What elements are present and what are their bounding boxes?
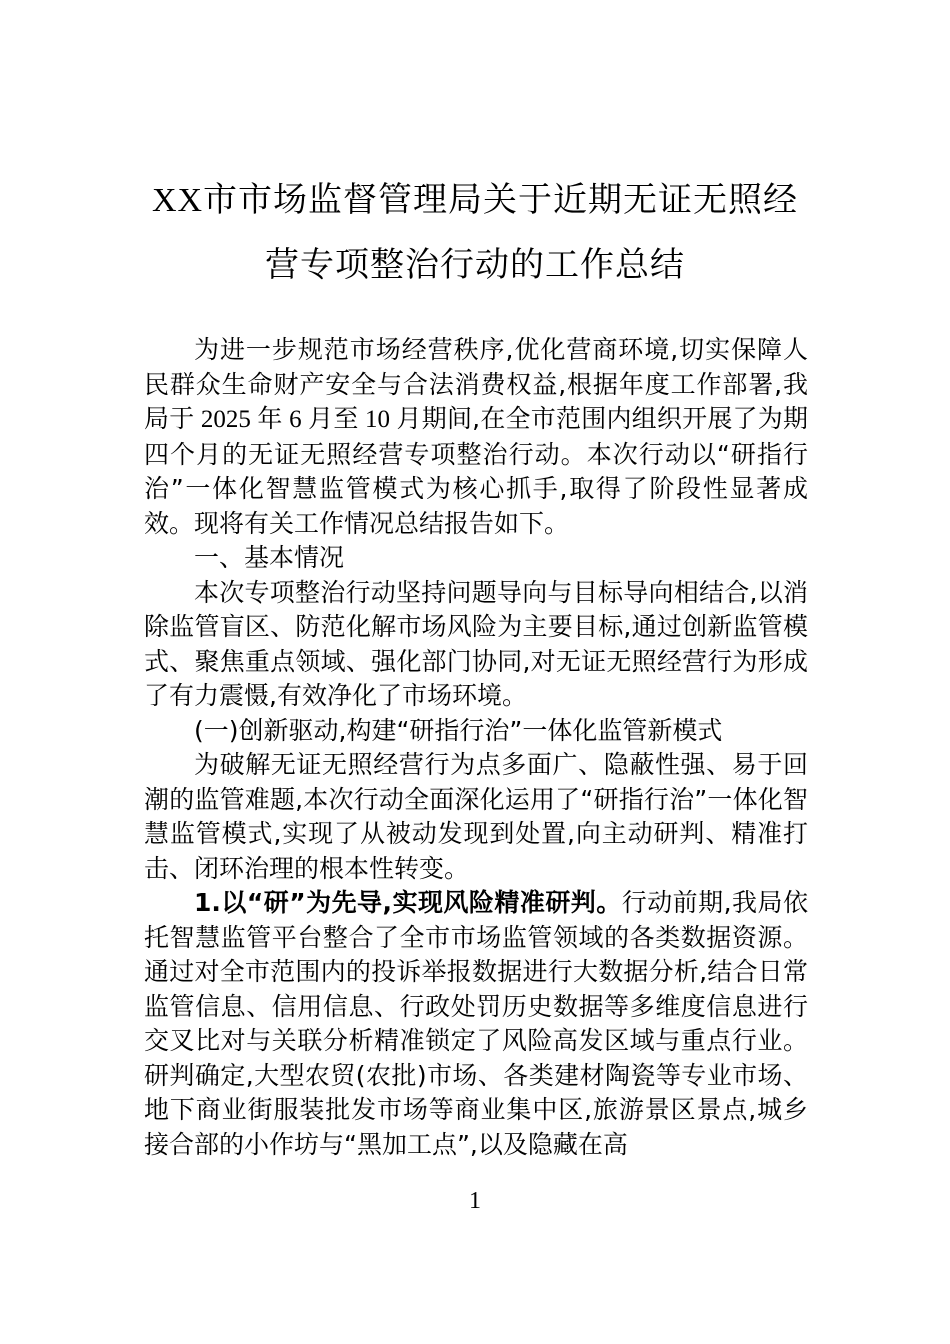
intro-text-a: 为进一步规范市场经营秩序,优化营商环境,切实保障人民群众生命财产安全与合法消费权益,根据年度工作部署,我局于: [144, 335, 808, 433]
title-line-1-text: 市市场监督管理局关于近期无证无照经: [203, 180, 799, 220]
document-title: [120, 168, 830, 297]
page-number: 1: [469, 1188, 481, 1214]
item-1-paragraph: [144, 886, 808, 1162]
intro-paragraph: [144, 333, 808, 541]
intro-text-c: 月至: [308, 404, 359, 433]
section-heading-basic: 一、基本情况: [194, 543, 345, 572]
item-1-body: 行动前期,我局依托智慧监管平台整合了全市市场监管领域的各类数据资源。通过对全市范围内的投诉举报数据进行大数据分析,结合日常监管信息、信用信息、行政处罚历史数据等多维度信息进行交叉比对与关联分析精准锁定了风险高发区域与重点行业。研判确定,大型农贸(农批)市场、各类建材陶瓷等专业市场、地下商业街服装批发市场等商业集中区,旅游景区景点,城乡接合部的小作坊与“黑加工点”,以及隐藏在高: [144, 888, 808, 1159]
basic-situation-paragraph: 本次专项整治行动坚持问题导向与目标导向相结合,以消除监管盲区、防范化解市场风险为主要目标,通过创新监管模式、聚焦重点领域、强化部门协同,对无证无照经营行为形成了有力震慑,有效净化了市场环境。: [144, 577, 808, 710]
intro-month-start: 6: [282, 406, 309, 433]
subsection-heading-innovation: (一)创新驱动,构建“研指行治”一体化监管新模式: [194, 715, 723, 745]
intro-text-b: 年: [257, 404, 283, 433]
title-line-2: 营专项整治行动的工作总结: [265, 245, 685, 285]
intro-year: 2025: [194, 406, 258, 433]
item-1-lead: 1.以“研”为先导,实现风险精准研判。: [194, 888, 622, 917]
document-body: [144, 333, 808, 1162]
innovation-paragraph: 为破解无证无照经营行为点多面广、隐蔽性强、易于回潮的监管难题,本次行动全面深化运用了“研指行治”一体化智慧监管模式,实现了从被动发现到处置,向主动研判、精准打击、闭环治理的根本性转变。: [144, 750, 808, 883]
intro-month-end: 10: [358, 406, 397, 433]
title-line-1: [120, 168, 830, 233]
title-prefix: XX: [151, 182, 204, 219]
intro-text-d: 月期间,在全市范围内组织开展了为期四个月的无证无照经营专项整治行动。本次行动以“研指行治”一体化智慧监管模式为核心抓手,取得了阶段性显著成效。现将有关工作情况总结报告如下。: [144, 404, 809, 538]
